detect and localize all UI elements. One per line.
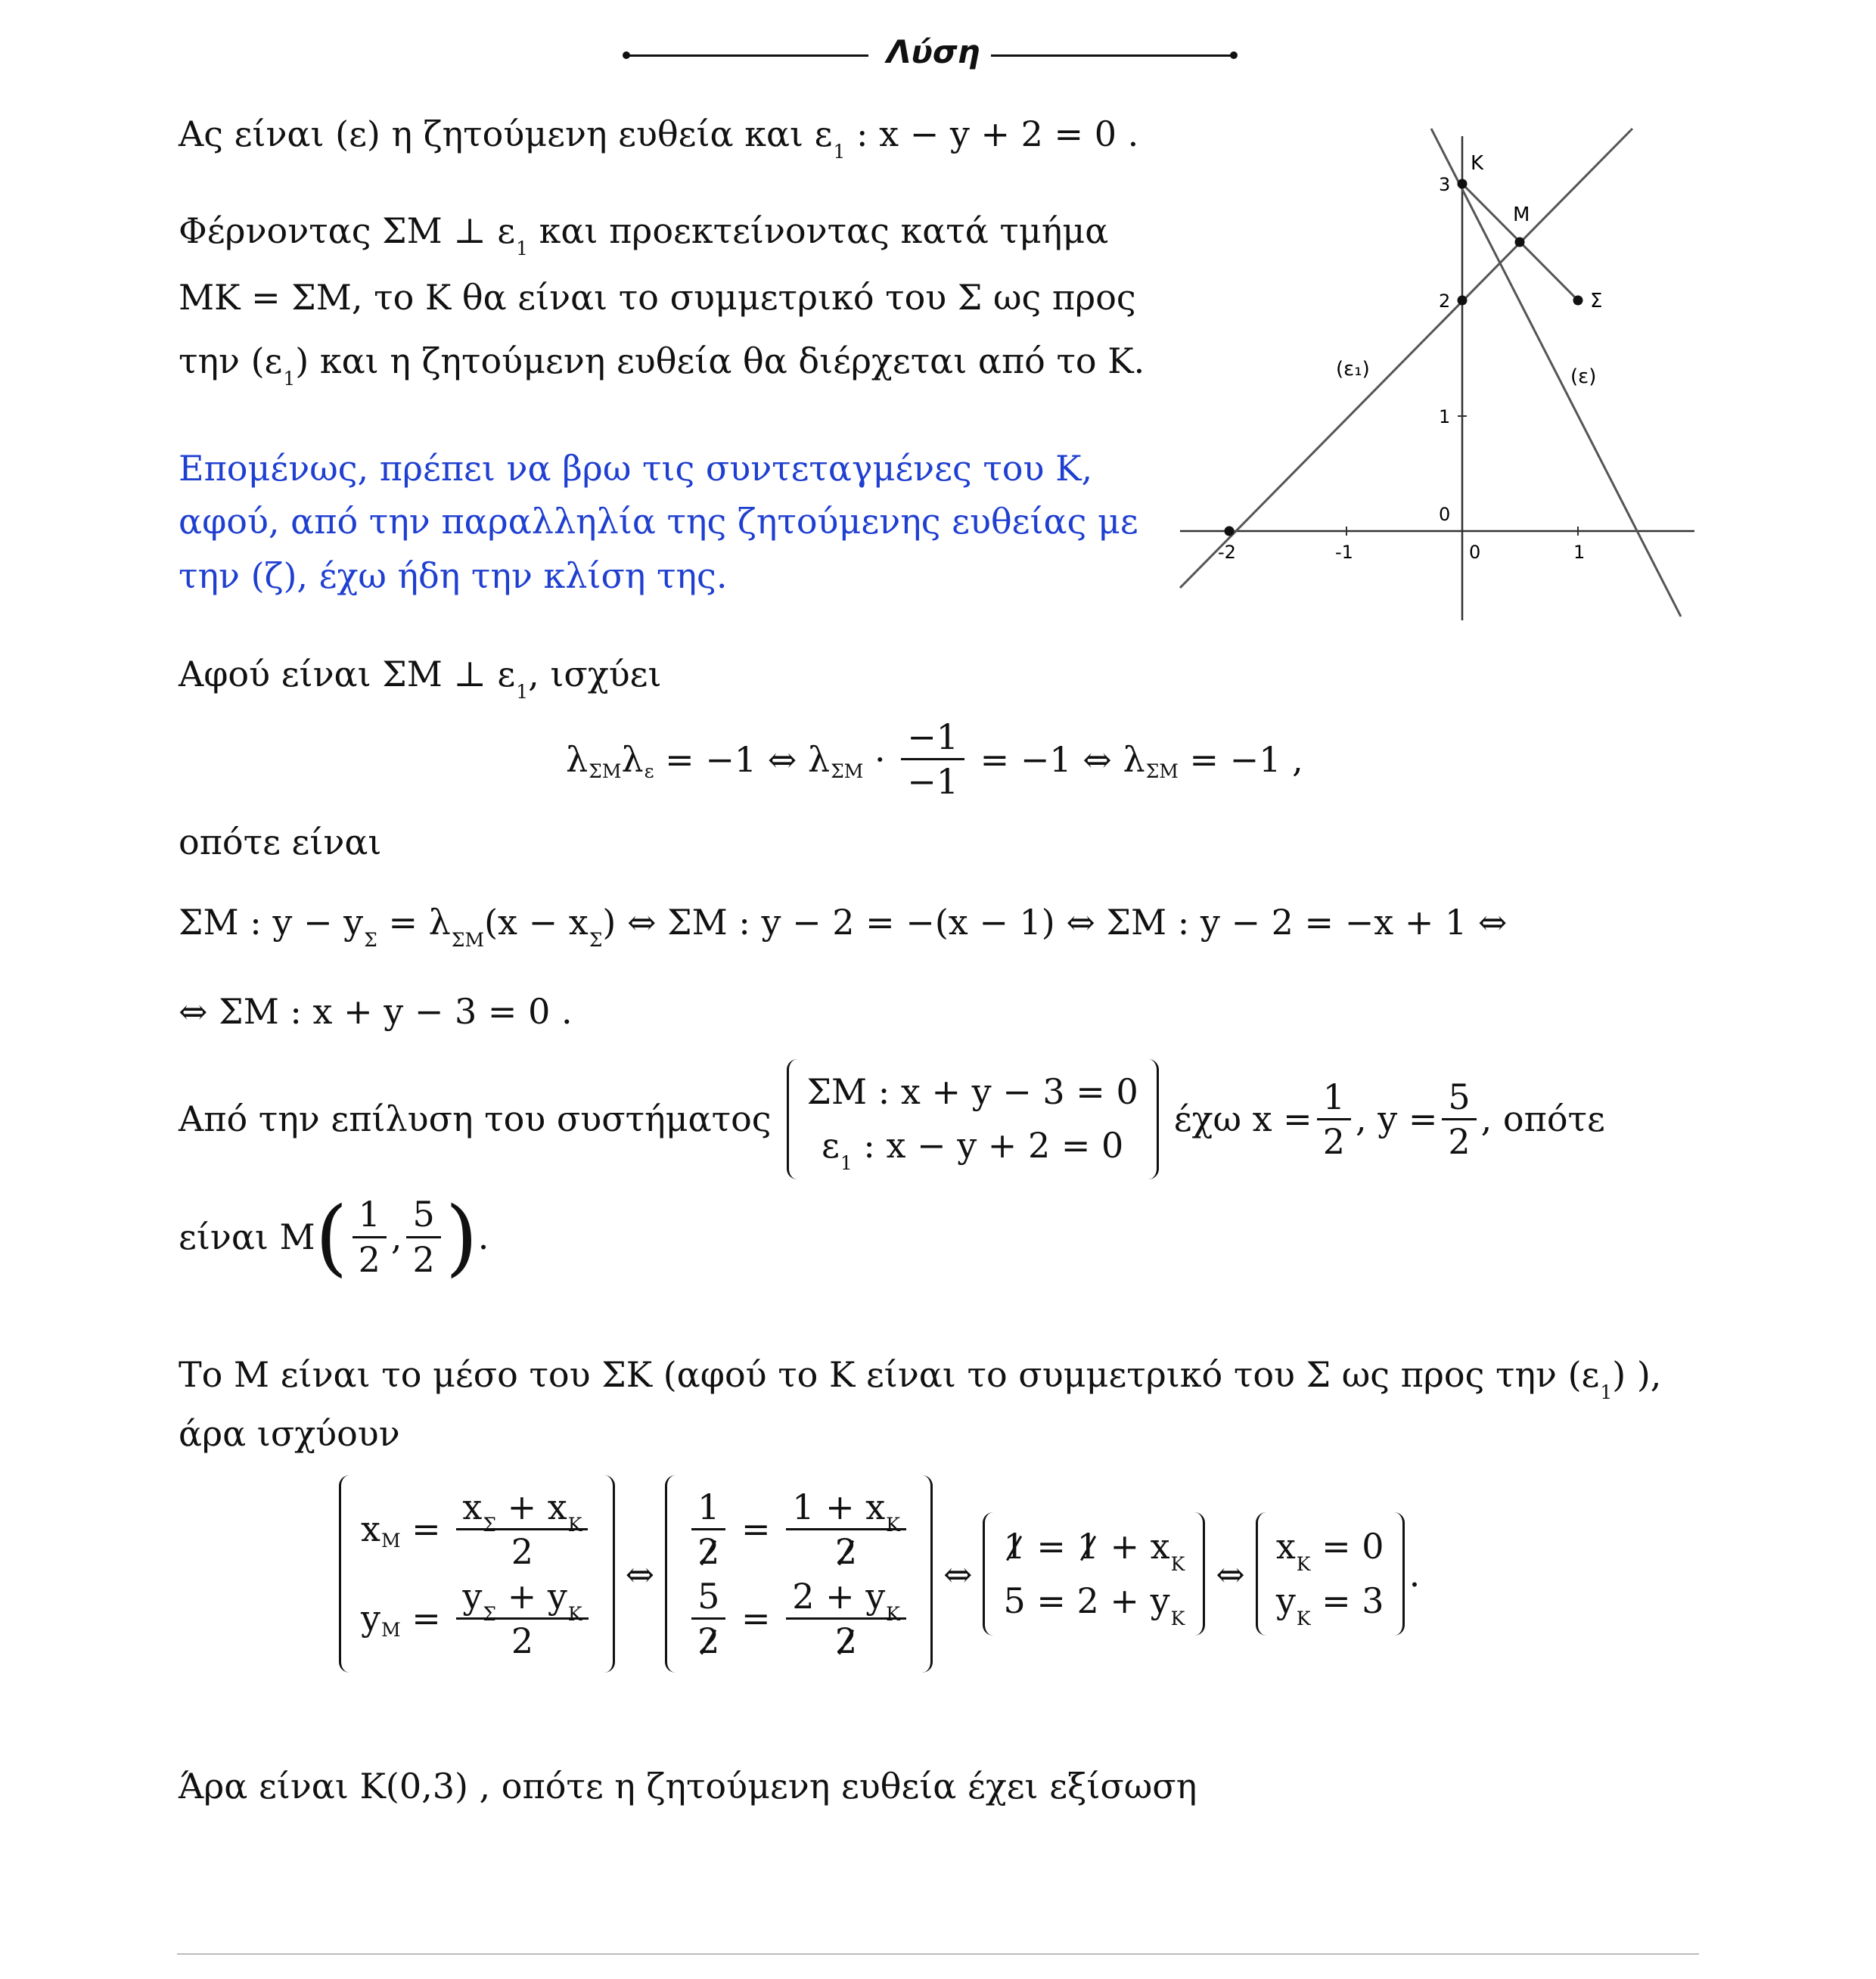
- fraction-y-five-halves: $\frac{5}{2}$: [1442, 1079, 1476, 1160]
- paragraph-construction-line1: Φέρνοντας ΣΜ ⊥ $\varepsilon_1$ και προεκτείνοντας κατά τμήμα: [179, 210, 1109, 259]
- equation-slopes: λ ΣΜ λ ε = −1 ⇔ λ ΣΜ · $\frac{-1}{-1}$ = −1 ⇔ λ ΣΜ = −1 ,: [566, 716, 1303, 803]
- label-xm1: -1: [1335, 542, 1353, 563]
- label-m: M: [1513, 203, 1530, 226]
- fraction-m-y: $\frac{5}{2}$: [406, 1196, 440, 1278]
- label-y0: 0: [1439, 504, 1451, 525]
- paragraph-midpoint-line1: Το Μ είναι το μέσο του ΣΚ (αφού το Κ είναι το συμμετρικό του Σ ως προς την $(\varepsilon_1)$ ),: [179, 1354, 1662, 1403]
- line-e1: [1180, 129, 1632, 588]
- label-y1: 1: [1439, 406, 1451, 427]
- label-y3: 3: [1439, 174, 1451, 195]
- label-k: K: [1471, 152, 1484, 175]
- point-sigma: [1573, 296, 1583, 306]
- point-xm2: [1225, 527, 1235, 536]
- label-x1: 1: [1573, 542, 1586, 563]
- page-title: Λύση: [887, 33, 980, 70]
- label-sigma: Σ: [1590, 290, 1603, 312]
- point-k: [1458, 179, 1468, 189]
- coordinate-diagram: [1165, 121, 1710, 635]
- point-m: [1515, 238, 1525, 247]
- paragraph-conclusion: Άρα είναι Κ(0,3) , οπότε η ζητούμενη ευθεία έχει εξίσωση: [179, 1766, 1197, 1807]
- label-e1: (ε₁): [1336, 358, 1370, 381]
- paragraph-point-m: είναι Μ ( $\frac{1}{2}$ , $\frac{5}{2}$ ) .: [179, 1188, 489, 1285]
- note-line1: Επομένως, πρέπει να βρω τις συντεταγμένες του Κ,: [179, 448, 1093, 489]
- fraction-m-x: $\frac{1}{2}$: [353, 1196, 387, 1278]
- label-y2: 2: [1439, 290, 1451, 312]
- system-sm-e1: ΣΜ : x + y − 3 = 0 $\varepsilon_1$ : x − y + 2 = 0: [787, 1059, 1159, 1179]
- equation-sm-final: ⇔ ΣΜ : x + y − 3 = 0 .: [179, 991, 573, 1032]
- note-line2: αφού, από την παραλληλία της ζητούμενης ευθείας με: [179, 501, 1138, 542]
- equation-line-sm: ΣΜ : $y - y_\Sigma = \lambda_{\Sigma M}(x - x_\Sigma)$ ⇔ ΣΜ : y − 2 = −(x − 1) ⇔ ΣΜ : y − 2 = −x + 1 ⇔: [179, 902, 1508, 951]
- paragraph-perpendicular: Αφού είναι ΣΜ ⊥ $\varepsilon_1$, ισχύει: [179, 654, 662, 703]
- fraction-x-half: $\frac{1}{2}$: [1317, 1079, 1351, 1160]
- system-simplified: $1 = 1 + x_K$ $5 = 2 + y_K$: [983, 1512, 1205, 1636]
- paragraph-construction-line3: την $(\varepsilon_1)$ και η ζητούμενη ευθεία θα διέρχεται από το Κ.: [179, 340, 1145, 390]
- paragraph-midpoint-line2: άρα ισχύουν: [179, 1413, 400, 1454]
- paragraph-construction-line2: ΜΚ = ΣΜ, το Κ θα είναι το συμμετρικό του Σ ως προς: [179, 277, 1136, 318]
- label-e: (ε): [1570, 365, 1597, 388]
- label-xm2: -2: [1218, 542, 1236, 563]
- header-left-rule: [626, 54, 868, 57]
- note-line3: την (ζ), έχω ήδη την κλίση της.: [179, 555, 728, 596]
- paragraph-intro: Ας είναι (ε) η ζητούμενη ευθεία και $\varepsilon_1$ : x − y + 2 = 0 .: [179, 113, 1139, 163]
- system-solution-k: $x_K = 0$ $y_K = 3$: [1256, 1512, 1405, 1636]
- system-chain: x Μ = $\frac{x_\Sigma + x_K}{2}$ y Μ = $\frac{y_\Sigma + y_K}{2}$ ⇔ $\frac{1}{2}$ = $\frac{1 + x_K}{2}$ $\frac{5}{2}$ = $\frac{2 + y_K}{2}$ ⇔ $1 = 1 + x_K$ $5 = 2 + y_K$ ⇔ $x_K = 0$ $y_K = 3$ .: [339, 1475, 1420, 1673]
- point-y2: [1458, 296, 1468, 306]
- header-right-rule: [991, 54, 1233, 57]
- system-substituted: $\frac{1}{2}$ = $\frac{1 + x_K}{2}$ $\frac{5}{2}$ = $\frac{2 + y_K}{2}$: [665, 1475, 933, 1673]
- paragraph-so: οπότε είναι: [179, 822, 382, 862]
- fraction-minus1-over-minus1: $\frac{-1}{-1}$: [901, 719, 964, 800]
- header-right-dot: [1230, 51, 1238, 59]
- paragraph-system: Από την επίλυση του συστήματος ΣΜ : x + y − 3 = 0 $\varepsilon_1$ : x − y + 2 = 0 έχω x = $\frac{1}{2}$ , y = $\frac{5}{2}$ , οπότε: [179, 1059, 1605, 1179]
- system-midpoint-formula: x Μ = $\frac{x_\Sigma + x_K}{2}$ y Μ = $\frac{y_\Sigma + y_K}{2}$: [339, 1475, 615, 1673]
- footer-rule: [177, 1953, 1699, 1955]
- label-x0: 0: [1469, 542, 1481, 563]
